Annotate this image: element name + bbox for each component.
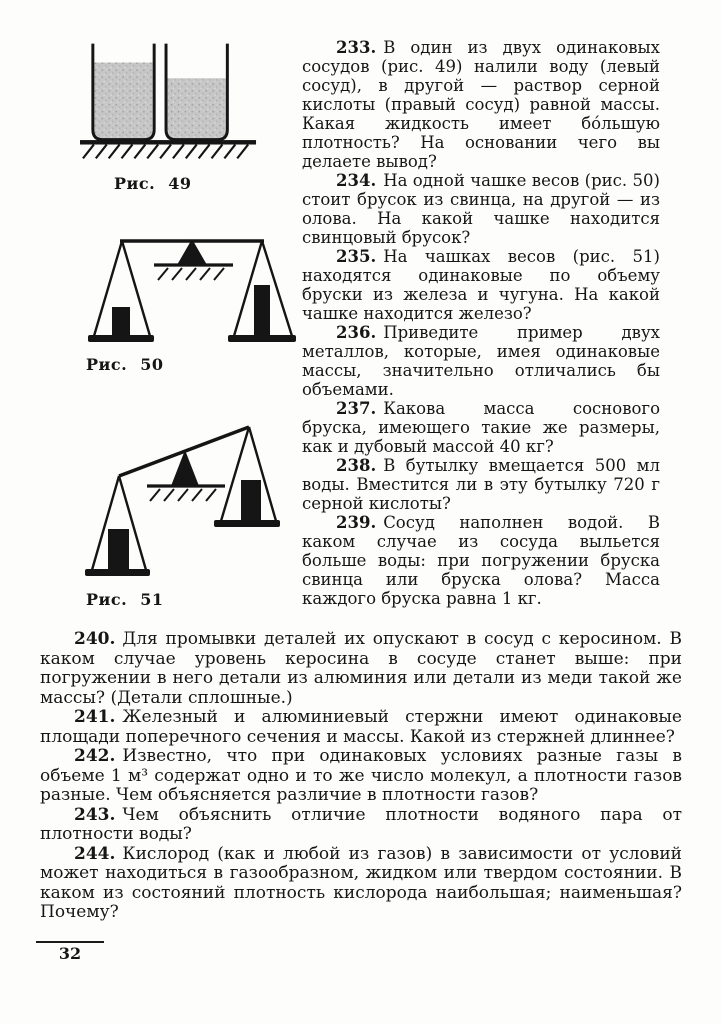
figure-51-caption: Рис. 51: [86, 590, 164, 609]
figure-51: [52, 400, 306, 609]
problem-237-text: Какова масса соснового бруска, имеющего такие же размеры, как и дубовый массой 40 кг?: [302, 399, 660, 456]
problem-235-number: 235.: [336, 247, 377, 266]
problem-244: [40, 845, 682, 923]
problem-241-number: 241.: [74, 707, 116, 727]
problem-243-text: Чем объяснить отличие плотности водяного пара от плотности воды?: [40, 804, 682, 844]
problem-240-number: 240.: [74, 629, 116, 649]
problem-236-number: 236.: [336, 323, 377, 342]
figures-column: [52, 40, 306, 609]
problem-238-text: В бутылку вмещается 500 мл воды. Вместится ли в эту бутылку 720 г серной кислоты?: [302, 456, 660, 513]
balance-scale-tilted-illustration: [52, 400, 302, 580]
problem-235-text: На чашках весов (рис. 51) находятся одинаковые по объему бруски из железа и чугуна. На какой чашке находится железо?: [302, 247, 660, 323]
problem-239: [302, 513, 660, 608]
problem-233: [302, 38, 660, 171]
figure-49: [80, 40, 306, 193]
problem-240-text: Для промывки деталей их опускают в сосуд с керосином. В каком случае уровень керосина в сосуде станет выше: при погружении в него детали из алюминия или детали из меди такой же массы? (Детали сплошные.): [40, 629, 682, 708]
figure-49-caption: Рис. 49: [114, 174, 192, 193]
fulcrum-hatching: [150, 489, 216, 501]
figure-50-caption: Рис. 50: [86, 355, 164, 374]
two-vessels-illustration: [80, 40, 258, 164]
problem-234-text: На одной чашке весов (рис. 50) стоит брусок из свинца, на другой — из олова. На какой чашке находится свинцовый брусок?: [302, 171, 660, 247]
problem-239-number: 239.: [336, 513, 377, 532]
problem-241: [40, 708, 682, 747]
problem-243: [40, 806, 682, 845]
problem-238: [302, 456, 660, 513]
problem-233-number: 233.: [336, 38, 377, 57]
problem-235: [302, 247, 660, 323]
problem-242-number: 242.: [74, 746, 116, 766]
figure-50: [52, 217, 306, 374]
problem-234: [302, 171, 660, 247]
problems-full-width: [40, 630, 682, 923]
problem-242: [40, 747, 682, 806]
fulcrum-hatching: [158, 268, 224, 280]
problem-239-text: Сосуд наполнен водой. В каком случае из сосуда выльется больше воды: при погружении бруска свинца или бруска олова? Масса каждого бруска равна 1 кг.: [302, 513, 660, 608]
problem-237: [302, 399, 660, 456]
problem-243-number: 243.: [74, 804, 116, 825]
problem-234-number: 234.: [336, 171, 377, 190]
problem-240: [40, 630, 682, 708]
problem-238-number: 238.: [336, 456, 377, 475]
problem-236: [302, 323, 660, 399]
problem-242-text: Известно, что при одинаковых условиях разные газы в объеме 1 м³ содержат одно и то же число молекул, а плотности газов разные. Чем объясняется различие в плотности газов?: [40, 746, 682, 805]
problem-233-text: В один из двух одинаковых сосудов (рис. 49) налили воду (левый сосуд), в другой — раствор серной кислоты (правый сосуд) равной массы. Какая жидкость имеет бо́льшую плотность? На основании чего вы делаете вывод?: [302, 38, 660, 171]
ground-hatching: [83, 145, 248, 159]
problem-237-number: 237.: [336, 399, 377, 418]
problem-244-number: 244.: [74, 843, 116, 864]
balance-scale-equal-illustration: [52, 217, 298, 345]
problem-241-text: Железный и алюминиевый стержни имеют одинаковые площади поперечного сечения и массы. Какой из стержней длиннее?: [40, 707, 682, 747]
problems-column: [302, 38, 660, 630]
page-number: 32: [36, 941, 104, 963]
problem-236-text: Приведите пример двух металлов, которые, имея одинаковые массы, значительно отличались бы объемами.: [302, 323, 660, 399]
problem-244-text: Кислород (как и любой из газов) в зависимости от условий может находиться в газообразном, жидком или твердом состоянии. В каком из состояний плотность кислорода наибольшая; наименьшая? Почему?: [40, 843, 682, 922]
